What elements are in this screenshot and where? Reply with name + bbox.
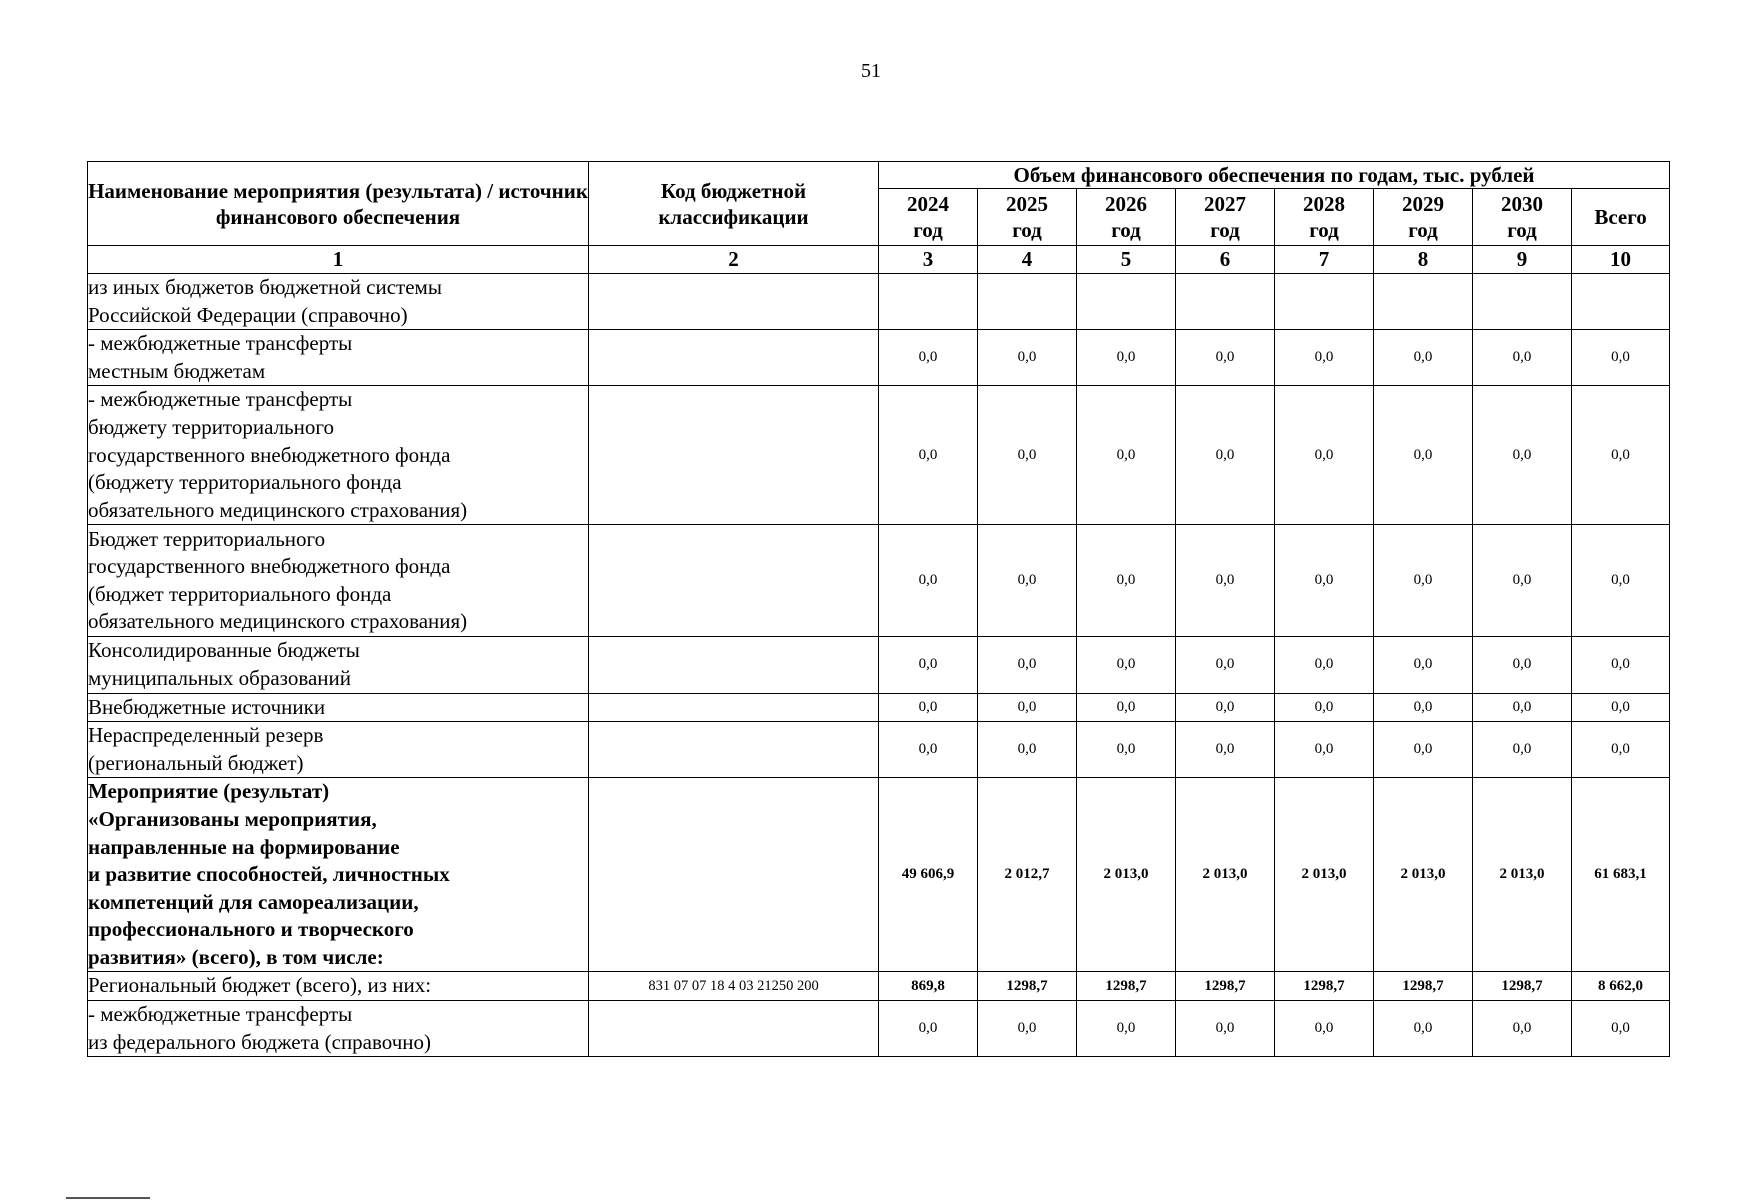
row-year-value-cell: 2 013,0 bbox=[1275, 778, 1374, 972]
table-row bbox=[88, 1001, 1670, 1057]
row-name-line: Нераспределенный резерв bbox=[88, 723, 324, 748]
row-code-cell bbox=[589, 722, 879, 778]
row-year-value-cell bbox=[1077, 274, 1176, 330]
row-name-line: государственного внебюджетного фонда bbox=[88, 554, 451, 579]
row-name-line: компетенций для самореализации, bbox=[88, 889, 419, 914]
header-year-2029 bbox=[1374, 189, 1473, 246]
row-year-value-cell: 0,0 bbox=[1077, 525, 1176, 637]
row-year-value-cell: 0,0 bbox=[879, 722, 978, 778]
header-year-unit: год bbox=[913, 218, 943, 242]
row-year-value-cell: 2 012,7 bbox=[978, 778, 1077, 972]
row-year-value-cell bbox=[1275, 274, 1374, 330]
financing-table bbox=[87, 161, 1670, 1057]
header-year-unit: год bbox=[1012, 218, 1042, 242]
header-year-2027 bbox=[1176, 189, 1275, 246]
table-row bbox=[88, 722, 1670, 778]
row-year-value-cell: 0,0 bbox=[1176, 330, 1275, 386]
row-year-value-cell: 0,0 bbox=[1374, 525, 1473, 637]
column-number: 10 bbox=[1572, 246, 1670, 274]
row-name-line: Российской Федерации (справочно) bbox=[88, 302, 408, 327]
column-number: 7 bbox=[1275, 246, 1374, 274]
header-year-unit: год bbox=[1507, 218, 1537, 242]
header-year-2028 bbox=[1275, 189, 1374, 246]
header-code-column: Код бюджетной классификации bbox=[589, 162, 879, 246]
row-year-value-cell: 1298,7 bbox=[1374, 972, 1473, 1001]
row-year-value-cell: 1298,7 bbox=[1275, 972, 1374, 1001]
column-number: 1 bbox=[88, 246, 589, 274]
row-year-value-cell: 0,0 bbox=[1176, 386, 1275, 525]
row-year-value-cell: 0,0 bbox=[1275, 637, 1374, 693]
row-name-line: профессионального и творческого bbox=[88, 917, 414, 942]
row-year-value-cell: 2 013,0 bbox=[1374, 778, 1473, 972]
row-year-value-cell: 0,0 bbox=[879, 525, 978, 637]
row-year-value-cell: 1298,7 bbox=[1473, 972, 1572, 1001]
row-year-value-cell: 0,0 bbox=[879, 1001, 978, 1057]
row-year-value-cell bbox=[879, 274, 978, 330]
row-name-line: Мероприятие (результат) bbox=[88, 779, 330, 804]
row-year-value-cell: 0,0 bbox=[1374, 386, 1473, 525]
header-year-unit: год bbox=[1408, 218, 1438, 242]
row-year-value-cell: 0,0 bbox=[1275, 525, 1374, 637]
row-total-cell: 0,0 bbox=[1572, 693, 1670, 722]
header-year-value: 2025 bbox=[1006, 192, 1048, 216]
row-year-value-cell: 0,0 bbox=[1275, 330, 1374, 386]
row-name-line: и развитие способностей, личностных bbox=[88, 862, 450, 887]
row-name-line: «Организованы мероприятия, bbox=[88, 806, 377, 831]
header-year-2030 bbox=[1473, 189, 1572, 246]
column-numbers-row bbox=[88, 246, 1670, 274]
row-name-line: Бюджет территориального bbox=[88, 526, 326, 551]
row-name-cell bbox=[88, 693, 589, 722]
header-name-column: Наименование мероприятия (результата) / источник финансового обеспечения bbox=[88, 162, 589, 246]
column-number: 8 bbox=[1374, 246, 1473, 274]
row-total-cell: 0,0 bbox=[1572, 637, 1670, 693]
header-year-value: 2026 bbox=[1105, 192, 1147, 216]
table-row bbox=[88, 637, 1670, 693]
row-name-cell bbox=[88, 1001, 589, 1057]
table-body bbox=[88, 274, 1670, 1057]
row-year-value-cell: 0,0 bbox=[1275, 1001, 1374, 1057]
row-year-value-cell: 0,0 bbox=[1275, 693, 1374, 722]
row-year-value-cell: 0,0 bbox=[1473, 525, 1572, 637]
row-year-value-cell: 0,0 bbox=[1176, 693, 1275, 722]
row-total-cell: 0,0 bbox=[1572, 330, 1670, 386]
row-code-cell bbox=[589, 386, 879, 525]
table-row bbox=[88, 274, 1670, 330]
row-year-value-cell: 0,0 bbox=[1275, 386, 1374, 525]
row-name-cell bbox=[88, 274, 589, 330]
row-year-value-cell: 2 013,0 bbox=[1176, 778, 1275, 972]
row-name-line: - межбюджетные трансферты bbox=[88, 387, 353, 412]
row-code-cell bbox=[589, 693, 879, 722]
row-total-cell: 0,0 bbox=[1572, 1001, 1670, 1057]
column-number: 3 bbox=[879, 246, 978, 274]
header-total-column: Всего bbox=[1572, 189, 1670, 246]
row-year-value-cell: 0,0 bbox=[1077, 1001, 1176, 1057]
row-name-line: (бюджету территориального фонда bbox=[88, 470, 402, 495]
row-year-value-cell: 0,0 bbox=[1473, 1001, 1572, 1057]
row-code-cell bbox=[589, 1001, 879, 1057]
row-total-cell: 0,0 bbox=[1572, 525, 1670, 637]
row-year-value-cell: 1298,7 bbox=[978, 972, 1077, 1001]
column-number: 4 bbox=[978, 246, 1077, 274]
page-number: 51 bbox=[861, 60, 881, 82]
row-name-cell bbox=[88, 386, 589, 525]
row-name-cell bbox=[88, 722, 589, 778]
row-name-cell bbox=[88, 637, 589, 693]
row-year-value-cell bbox=[1473, 274, 1572, 330]
row-year-value-cell: 0,0 bbox=[1473, 386, 1572, 525]
header-year-value: 2028 bbox=[1303, 192, 1345, 216]
row-name-line: муниципальных образований bbox=[88, 665, 351, 690]
row-year-value-cell: 0,0 bbox=[978, 330, 1077, 386]
row-year-value-cell bbox=[1176, 274, 1275, 330]
row-year-value-cell: 1298,7 bbox=[1176, 972, 1275, 1001]
row-name-line: бюджету территориального bbox=[88, 414, 334, 439]
row-year-value-cell: 0,0 bbox=[1473, 637, 1572, 693]
row-name-line: направленные на формирование bbox=[88, 834, 400, 859]
row-name-line: развития» (всего), в том числе: bbox=[88, 944, 384, 969]
header-year-value: 2024 bbox=[907, 192, 949, 216]
header-year-2026 bbox=[1077, 189, 1176, 246]
row-year-value-cell: 0,0 bbox=[1176, 637, 1275, 693]
row-year-value-cell: 0,0 bbox=[1374, 693, 1473, 722]
row-name-line: государственного внебюджетного фонда bbox=[88, 442, 451, 467]
row-name-line: Консолидированные бюджеты bbox=[88, 638, 360, 663]
row-name-line: обязательного медицинского страхования) bbox=[88, 497, 468, 522]
row-total-cell: 0,0 bbox=[1572, 386, 1670, 525]
column-number: 9 bbox=[1473, 246, 1572, 274]
row-year-value-cell: 0,0 bbox=[1473, 693, 1572, 722]
row-year-value-cell: 0,0 bbox=[1374, 330, 1473, 386]
row-total-cell: 8 662,0 bbox=[1572, 972, 1670, 1001]
row-year-value-cell: 0,0 bbox=[978, 693, 1077, 722]
row-name-cell bbox=[88, 330, 589, 386]
row-name-line: (бюджет территориального фонда bbox=[88, 581, 392, 606]
row-year-value-cell: 0,0 bbox=[978, 386, 1077, 525]
row-name-line: Региональный бюджет (всего), из них: bbox=[88, 973, 432, 998]
row-name-cell bbox=[88, 972, 589, 1001]
row-name-line: из федерального бюджета (справочно) bbox=[88, 1029, 432, 1054]
row-name-line: (региональный бюджет) bbox=[88, 750, 304, 775]
table-row bbox=[88, 693, 1670, 722]
row-year-value-cell: 0,0 bbox=[1077, 330, 1176, 386]
row-year-value-cell: 0,0 bbox=[1374, 722, 1473, 778]
row-code-cell bbox=[589, 274, 879, 330]
header-year-2024 bbox=[879, 189, 978, 246]
header-year-value: 2030 bbox=[1501, 192, 1543, 216]
row-year-value-cell: 0,0 bbox=[879, 330, 978, 386]
row-total-cell: 61 683,1 bbox=[1572, 778, 1670, 972]
header-year-value: 2029 bbox=[1402, 192, 1444, 216]
scan-line-mark bbox=[66, 1197, 150, 1199]
row-year-value-cell bbox=[1374, 274, 1473, 330]
table-row bbox=[88, 525, 1670, 637]
header-year-value: 2027 bbox=[1204, 192, 1246, 216]
row-total-cell bbox=[1572, 274, 1670, 330]
table-row bbox=[88, 330, 1670, 386]
row-year-value-cell: 0,0 bbox=[1374, 637, 1473, 693]
row-name-cell bbox=[88, 525, 589, 637]
row-name-line: Внебюджетные источники bbox=[88, 694, 326, 719]
row-year-value-cell: 0,0 bbox=[1077, 693, 1176, 722]
row-year-value-cell: 0,0 bbox=[978, 525, 1077, 637]
table-row bbox=[88, 778, 1670, 972]
header-year-unit: год bbox=[1210, 218, 1240, 242]
row-code-cell bbox=[589, 778, 879, 972]
row-year-value-cell: 0,0 bbox=[1176, 722, 1275, 778]
row-name-cell bbox=[88, 778, 589, 972]
row-year-value-cell: 0,0 bbox=[1176, 525, 1275, 637]
row-year-value-cell: 0,0 bbox=[1473, 722, 1572, 778]
row-name-line: - межбюджетные трансферты bbox=[88, 1002, 353, 1027]
row-year-value-cell: 0,0 bbox=[978, 637, 1077, 693]
header-year-2025 bbox=[978, 189, 1077, 246]
row-year-value-cell: 0,0 bbox=[1176, 1001, 1275, 1057]
row-total-cell: 0,0 bbox=[1572, 722, 1670, 778]
row-code-cell bbox=[589, 330, 879, 386]
row-name-line: из иных бюджетов бюджетной системы bbox=[88, 275, 442, 299]
row-year-value-cell: 869,8 bbox=[879, 972, 978, 1001]
header-year-unit: год bbox=[1309, 218, 1339, 242]
header-year-unit: год bbox=[1111, 218, 1141, 242]
row-year-value-cell: 0,0 bbox=[1077, 386, 1176, 525]
row-year-value-cell: 49 606,9 bbox=[879, 778, 978, 972]
row-year-value-cell: 0,0 bbox=[1374, 1001, 1473, 1057]
row-year-value-cell bbox=[978, 274, 1077, 330]
table-header bbox=[88, 162, 1670, 274]
row-year-value-cell: 0,0 bbox=[978, 722, 1077, 778]
row-code-cell bbox=[589, 525, 879, 637]
row-year-value-cell: 0,0 bbox=[879, 693, 978, 722]
row-year-value-cell: 0,0 bbox=[978, 1001, 1077, 1057]
row-name-line: местным бюджетам bbox=[88, 358, 266, 383]
row-code-cell: 831 07 07 18 4 03 21250 200 bbox=[589, 972, 879, 1001]
column-number: 5 bbox=[1077, 246, 1176, 274]
row-year-value-cell: 0,0 bbox=[1275, 722, 1374, 778]
table-row bbox=[88, 386, 1670, 525]
row-year-value-cell: 0,0 bbox=[1077, 637, 1176, 693]
row-name-line: - межбюджетные трансферты bbox=[88, 331, 353, 356]
row-code-cell bbox=[589, 637, 879, 693]
row-year-value-cell: 2 013,0 bbox=[1473, 778, 1572, 972]
row-year-value-cell: 0,0 bbox=[1077, 722, 1176, 778]
row-year-value-cell: 0,0 bbox=[879, 386, 978, 525]
column-number: 2 bbox=[589, 246, 879, 274]
header-volume-column: Объем финансового обеспечения по годам, тыс. рублей bbox=[879, 162, 1670, 189]
row-year-value-cell: 1298,7 bbox=[1077, 972, 1176, 1001]
table-row bbox=[88, 972, 1670, 1001]
row-year-value-cell: 2 013,0 bbox=[1077, 778, 1176, 972]
row-name-line: обязательного медицинского страхования) bbox=[88, 609, 468, 634]
row-year-value-cell: 0,0 bbox=[879, 637, 978, 693]
row-year-value-cell: 0,0 bbox=[1473, 330, 1572, 386]
column-number: 6 bbox=[1176, 246, 1275, 274]
